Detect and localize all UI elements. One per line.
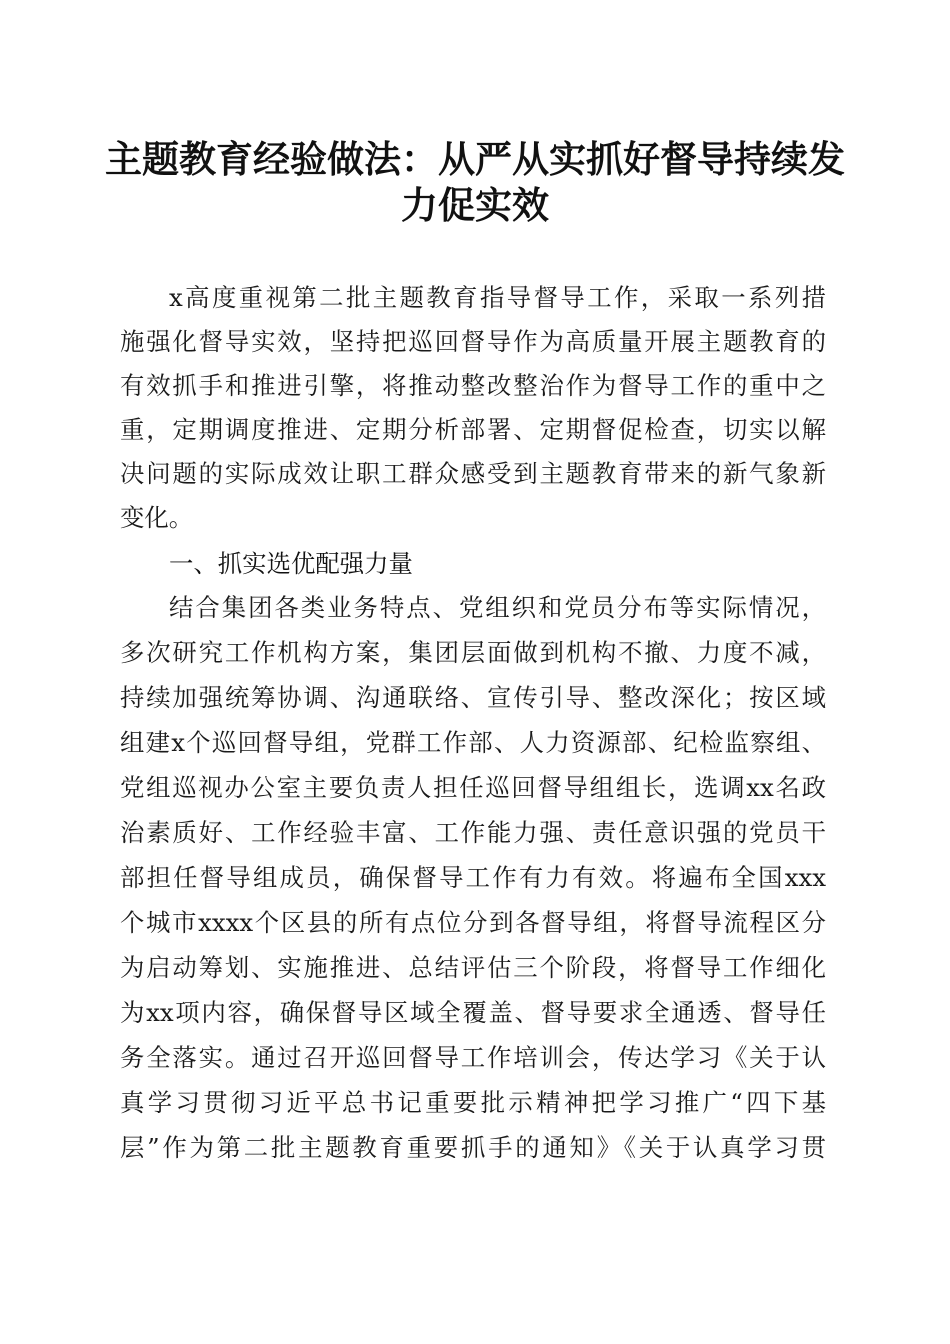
section-paragraph-line: 持续加强统筹协调、沟通联络、宣传引导、整改深化；按区域	[120, 683, 826, 712]
section-paragraph-line: 部担任督导组成员，确保督导工作有力有效。将遍布全国xxx	[120, 863, 826, 892]
section-paragraph-line: 层”作为第二批主题教育重要抓手的通知》《关于认真学习贯	[120, 1133, 826, 1162]
intro-paragraph-line: 决问题的实际成效让职工群众感受到主题教育带来的新气象新	[120, 459, 826, 488]
intro-paragraph-line: 施强化督导实效，坚持把巡回督导作为高质量开展主题教育的	[120, 327, 826, 356]
section-paragraph-line: 治素质好、工作经验丰富、工作能力强、责任意识强的党员干	[120, 818, 826, 847]
document-title-line-1: 主题教育经验做法：从严从实抓好督导持续发	[105, 137, 845, 181]
section-heading-1: 一、抓实选优配强力量	[169, 549, 413, 578]
section-paragraph-line: 组建x个巡回督导组，党群工作部、人力资源部、纪检监察组、	[120, 728, 826, 757]
section-paragraph-line: 真学习贯彻习近平总书记重要批示精神把学习推广“四下基	[120, 1088, 826, 1117]
section-paragraph-line: 党组巡视办公室主要负责人担任巡回督导组组长，选调xx名政	[120, 773, 826, 802]
section-paragraph-line: 为xx项内容，确保督导区域全覆盖、督导要求全通透、督导任	[120, 998, 826, 1027]
section-paragraph-line: 务全落实。通过召开巡回督导工作培训会，传达学习《关于认	[120, 1043, 826, 1072]
section-paragraph-line: 为启动筹划、实施推进、总结评估三个阶段，将督导工作细化	[120, 953, 826, 982]
intro-paragraph-line: x高度重视第二批主题教育指导督导工作，采取一系列措	[169, 283, 826, 312]
section-paragraph-line: 个城市xxxx个区县的所有点位分到各督导组，将督导流程区分	[120, 908, 826, 937]
section-paragraph-line: 结合集团各类业务特点、党组织和党员分布等实际情况，	[169, 593, 826, 622]
intro-paragraph-line: 变化。	[120, 503, 194, 532]
intro-paragraph-line: 有效抓手和推进引擎，将推动整改整治作为督导工作的重中之	[120, 371, 826, 400]
intro-paragraph-line: 重，定期调度推进、定期分析部署、定期督促检查，切实以解	[120, 415, 826, 444]
section-paragraph-line: 多次研究工作机构方案，集团层面做到机构不撤、力度不减，	[120, 638, 826, 667]
document-title-line-2: 力促实效	[401, 183, 549, 227]
